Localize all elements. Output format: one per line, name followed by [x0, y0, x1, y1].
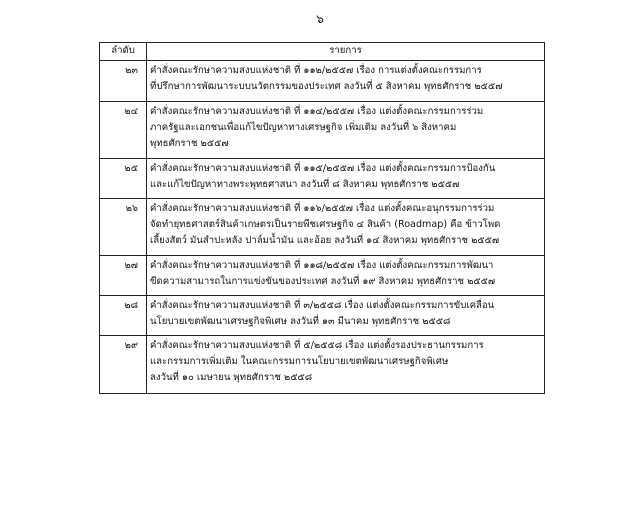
page-number: ๖	[316, 12, 324, 26]
row-number: ๒๕	[100, 159, 147, 199]
row-line: คำสั่งคณะรักษาความสงบแห่งชาติ ที่ ๑๑๘/๒๕๕๗ เรื่อง แต่งตั้งคณะกรรมการพัฒนา	[150, 260, 494, 271]
row-line: คำสั่งคณะรักษาความสงบแห่งชาติ ที่ ๑๑๖/๒๕๕๗ เรื่อง แต่งตั้งคณะอนุกรรมการร่วม	[150, 203, 495, 214]
header-no: ลำดับ	[100, 43, 147, 61]
row-line: คำสั่งคณะรักษาความสงบแห่งชาติ ที่ ๓/๒๕๕๘ เรื่อง แต่งตั้งคณะกรรมการขับเคลื่อน	[150, 300, 495, 311]
row-number: ๒๗	[100, 256, 147, 296]
row-number: ๒๙	[100, 336, 147, 394]
row-line: และกรรมการเพิ่มเติม ในคณะกรรมการนโยบายเขตพัฒนาเศรษฐกิจพิเศษ	[150, 356, 449, 367]
row-description	[147, 102, 545, 159]
row-number: ๒๔	[100, 102, 147, 159]
table-row	[100, 61, 545, 102]
table-row	[100, 296, 545, 336]
orders-table	[99, 42, 545, 394]
row-line: เลี้ยงสัตว์ มันสำปะหลัง ปาล์มน้ำมัน และอ้อย ลงวันที่ ๑๔ สิงหาคม พุทธศักราช ๒๕๕๗	[150, 235, 500, 246]
header-items: รายการ	[147, 43, 545, 61]
row-number: ๒๓	[100, 61, 147, 102]
row-line: และแก้ไขปัญหาทางพระพุทธศาสนา ลงวันที่ ๘ สิงหาคม พุทธศักราช ๒๕๕๗	[150, 179, 460, 190]
table-row	[100, 102, 545, 159]
row-description	[147, 159, 545, 199]
row-line: ภาครัฐและเอกชนเพื่อแก้ไขปัญหาทางเศรษฐกิจ เพิ่มเติม ลงวันที่ ๖ สิงหาคม	[150, 122, 457, 133]
row-line: คำสั่งคณะรักษาความสงบแห่งชาติ ที่ ๑๑๔/๒๕๕๗ เรื่อง แต่งตั้งคณะกรรมการร่วม	[150, 106, 484, 117]
table-row	[100, 159, 545, 199]
row-line: ที่ปรึกษาการพัฒนาระบบนวัตกรรมของประเทศ ลงวันที่ ๕ สิงหาคม พุทธศักราช ๒๕๕๗	[150, 81, 503, 92]
table-row	[100, 336, 545, 394]
row-description	[147, 61, 545, 102]
table-row	[100, 199, 545, 256]
row-description	[147, 336, 545, 394]
row-description	[147, 296, 545, 336]
row-line: พุทธศักราช ๒๕๕๗	[150, 138, 229, 149]
row-description	[147, 256, 545, 296]
row-line: จัดทำยุทธศาสตร์สินค้าเกษตรเป็นรายพืชเศรษฐกิจ ๔ สินค้า (Roadmap) คือ ข้าวโพด	[150, 219, 501, 230]
row-number: ๒๘	[100, 296, 147, 336]
row-line: ขีดความสามารถในการแข่งขันของประเทศ ลงวันที่ ๑๙ สิงหาคม พุทธศักราช ๒๕๕๗	[150, 276, 496, 287]
table-row	[100, 256, 545, 296]
row-description	[147, 199, 545, 256]
row-line: ลงวันที่ ๑๐ เมษายน พุทธศักราช ๒๕๕๘	[150, 372, 313, 383]
row-line: คำสั่งคณะรักษาความสงบแห่งชาติ ที่ ๑๑๒/๒๕๕๗ เรื่อง การแต่งตั้งคณะกรรมการ	[150, 65, 482, 76]
table-header-row	[100, 43, 545, 61]
row-number: ๒๖	[100, 199, 147, 256]
row-line: คำสั่งคณะรักษาความสงบแห่งชาติ ที่ ๑๑๕/๒๕๕๗ เรื่อง แต่งตั้งคณะกรรมการป้องกัน	[150, 163, 496, 174]
row-line: นโยบายเขตพัฒนาเศรษฐกิจพิเศษ ลงวันที่ ๑๓ มีนาคม พุทธศักราช ๒๕๕๘	[150, 316, 451, 327]
row-line: คำสั่งคณะรักษาความสงบแห่งชาติ ที่ ๕/๒๕๕๘ เรื่อง แต่งตั้งรองประธานกรรมการ	[150, 340, 484, 351]
